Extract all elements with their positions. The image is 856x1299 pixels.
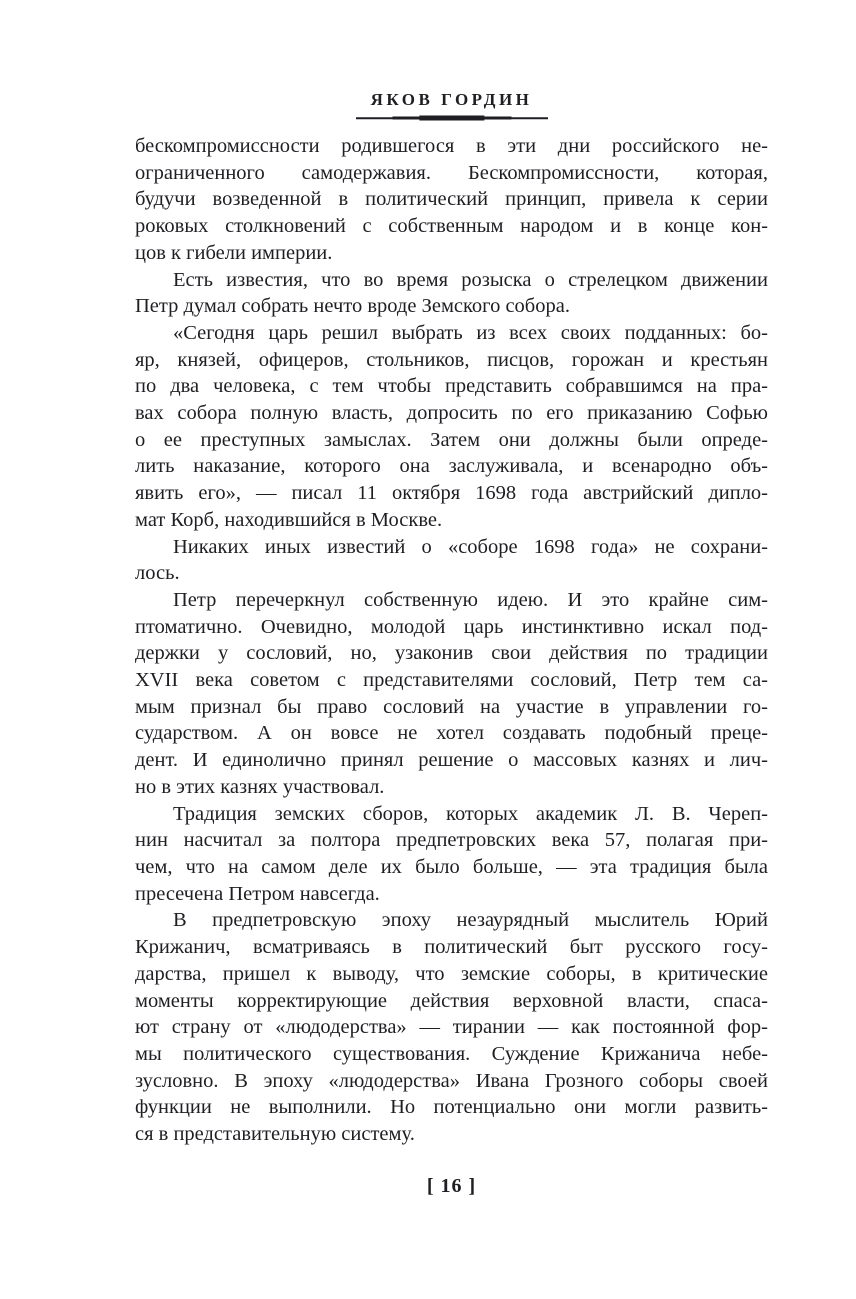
text-line: Петр думал собрать нечто вроде Земского собора.	[135, 295, 570, 318]
text-line: держки у сословий, но, узаконив свои действия по традиции	[135, 642, 768, 665]
text-line: дент. И единолично принял решение о массовых казнях и лич-	[135, 749, 768, 772]
text-line: птоматично. Очевидно, молодой царь инстинктивно искал под-	[135, 615, 768, 638]
text-line: будучи возведенной в политический принцип, привела к серии	[135, 188, 768, 211]
paragraph	[135, 907, 768, 1147]
text-line: о ее преступных замыслах. Затем они должны были опреде-	[135, 428, 768, 451]
paragraph	[135, 801, 768, 908]
text-line: бескомпромиссности родившегося в эти дни российского не-	[135, 135, 768, 157]
text-line: явить его», — писал 11 октября 1698 года австрийский дипло-	[135, 482, 768, 505]
text-line: мы политического существования. Суждение Крижанича небе-	[135, 1042, 768, 1065]
swelled-rule	[356, 112, 548, 124]
text-line: моменты корректирующие действия верховной власти, спаса-	[135, 989, 768, 1012]
body-text	[135, 133, 768, 1148]
text-line: Есть известия, что во время розыска о стрелецком движении	[173, 268, 768, 291]
text-line: ся в представительную систему.	[135, 1123, 415, 1146]
text-line: сударством. А он вовсе не хотел создавать подобный преце-	[135, 722, 768, 745]
paragraph	[135, 320, 768, 534]
text-line: XVII века советом с представителями сословий, Петр тем са-	[135, 669, 768, 692]
text-line: функции не выполнили. Но потенциально они могли развить-	[135, 1096, 768, 1119]
text-line: пресечена Петром навсегда.	[135, 882, 380, 905]
text-line: мым признал бы право сословий на участие в управлении го-	[135, 695, 768, 718]
paragraph	[135, 267, 768, 320]
text-line: нин насчитал за полтора предпетровских века 57, полагая при-	[135, 829, 768, 852]
text-line: Традиция земских сборов, которых академик Л. В. Череп-	[173, 802, 768, 825]
text-line: яр, князей, офицеров, стольников, писцов, горожан и крестьян	[135, 348, 768, 371]
text-line: Петр перечеркнул собственную идею. И это крайне сим-	[173, 588, 768, 611]
text-line: «Сегодня царь решил выбрать из всех своих подданных: бо-	[173, 321, 768, 344]
paragraph	[135, 587, 768, 801]
divider-bar-thick	[419, 116, 484, 121]
text-line: роковых столкновений с собственным народом и в конце кон-	[135, 215, 768, 238]
text-line: цов к гибели империи.	[135, 241, 333, 264]
text-line: В предпетровскую эпоху незаурядный мыслитель Юрий	[173, 909, 768, 932]
text-line: зусловно. В эпоху «людодерства» Ивана Грозного соборы своей	[135, 1069, 768, 1092]
paragraph	[135, 534, 768, 587]
running-head: ЯКОВ ГОРДИН	[370, 90, 533, 109]
paragraph	[135, 133, 768, 267]
text-line: по два человека, с тем чтобы представить собравшимся на пра-	[135, 375, 768, 398]
text-line: лось.	[135, 562, 180, 585]
text-line: Никаких иных известий о «соборе 1698 года» не сохрани-	[173, 535, 768, 558]
text-line: ют страну от «людодерства» — тирании — как постоянной фор-	[135, 1016, 768, 1039]
text-line: вах собора полную власть, допросить по его приказанию Софью	[135, 402, 768, 425]
text-line: но в этих казнях участвовал.	[135, 775, 385, 798]
text-line: Крижанич, всматриваясь в политический быт русского госу-	[135, 936, 768, 959]
header-divider	[135, 112, 768, 124]
text-line: лить наказание, которого она заслуживала, и всенародно объ-	[135, 455, 768, 478]
text-line: ограниченного самодержавия. Бескомпромиссности, которая,	[135, 161, 768, 184]
text-line: чем, что на самом деле их было больше, — эта традиция была	[135, 855, 768, 878]
text-line: мат Корб, находившийся в Москве.	[135, 508, 443, 531]
page-number: [ 16 ]	[426, 1175, 477, 1197]
text-line: дарства, пришел к выводу, что земские соборы, в критические	[135, 962, 768, 985]
